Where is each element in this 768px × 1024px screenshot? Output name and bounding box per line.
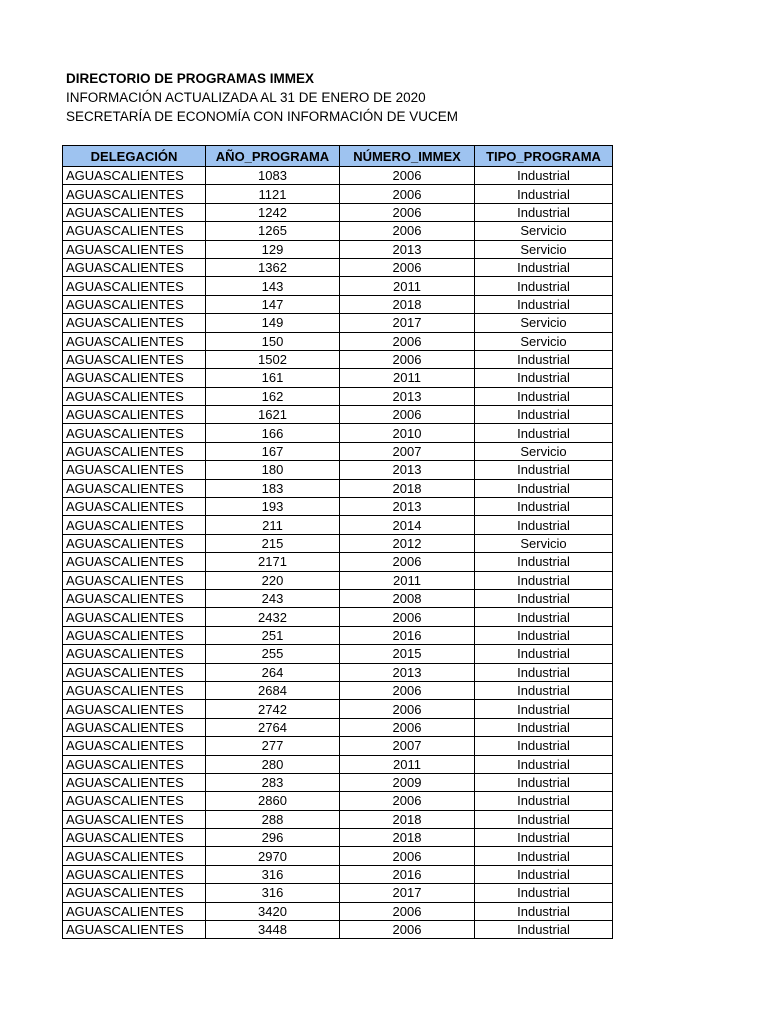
column-header-delegacion: DELEGACIÓN xyxy=(63,146,206,167)
numero-immex-cell: 2006 xyxy=(340,902,475,920)
tipo-programa-cell: Servicio xyxy=(475,314,613,332)
ano-programa-cell: 264 xyxy=(206,663,340,681)
tipo-programa-cell: Industrial xyxy=(475,387,613,405)
delegacion-cell: AGUASCALIENTES xyxy=(63,498,206,516)
table-row xyxy=(63,718,613,736)
table-row xyxy=(63,258,613,276)
tipo-programa-cell: Servicio xyxy=(475,240,613,258)
tipo-programa-cell: Industrial xyxy=(475,810,613,828)
numero-immex-cell: 2011 xyxy=(340,369,475,387)
ano-programa-cell: 283 xyxy=(206,773,340,791)
numero-immex-cell: 2006 xyxy=(340,222,475,240)
numero-immex-cell: 2012 xyxy=(340,534,475,552)
delegacion-cell: AGUASCALIENTES xyxy=(63,626,206,644)
table-row xyxy=(63,498,613,516)
numero-immex-cell: 2009 xyxy=(340,773,475,791)
numero-immex-cell: 2013 xyxy=(340,663,475,681)
delegacion-cell: AGUASCALIENTES xyxy=(63,369,206,387)
delegacion-cell: AGUASCALIENTES xyxy=(63,258,206,276)
table-row xyxy=(63,571,613,589)
delegacion-cell: AGUASCALIENTES xyxy=(63,332,206,350)
column-header-ano-programa: AÑO_PROGRAMA xyxy=(206,146,340,167)
numero-immex-cell: 2014 xyxy=(340,516,475,534)
table-row xyxy=(63,516,613,534)
delegacion-cell: AGUASCALIENTES xyxy=(63,461,206,479)
delegacion-cell: AGUASCALIENTES xyxy=(63,277,206,295)
numero-immex-cell: 2006 xyxy=(340,700,475,718)
table-row xyxy=(63,332,613,350)
tipo-programa-cell: Industrial xyxy=(475,865,613,883)
ano-programa-cell: 2171 xyxy=(206,553,340,571)
delegacion-cell: AGUASCALIENTES xyxy=(63,314,206,332)
ano-programa-cell: 255 xyxy=(206,645,340,663)
delegacion-cell: AGUASCALIENTES xyxy=(63,424,206,442)
numero-immex-cell: 2013 xyxy=(340,461,475,479)
document-title: DIRECTORIO DE PROGRAMAS IMMEX xyxy=(66,71,315,86)
column-header-numero-immex: NÚMERO_IMMEX xyxy=(340,146,475,167)
table-row xyxy=(63,203,613,221)
tipo-programa-cell: Industrial xyxy=(475,773,613,791)
tipo-programa-cell: Industrial xyxy=(475,663,613,681)
tipo-programa-cell: Industrial xyxy=(475,755,613,773)
delegacion-cell: AGUASCALIENTES xyxy=(63,295,206,313)
ano-programa-cell: 2970 xyxy=(206,847,340,865)
delegacion-cell: AGUASCALIENTES xyxy=(63,755,206,773)
tipo-programa-cell: Industrial xyxy=(475,369,613,387)
table-row xyxy=(63,240,613,258)
tipo-programa-cell: Industrial xyxy=(475,681,613,699)
ano-programa-cell: 2432 xyxy=(206,608,340,626)
document-update-date: INFORMACIÓN ACTUALIZADA AL 31 DE ENERO DE 2020 xyxy=(66,90,426,105)
ano-programa-cell: 211 xyxy=(206,516,340,534)
delegacion-cell: AGUASCALIENTES xyxy=(63,185,206,203)
numero-immex-cell: 2015 xyxy=(340,645,475,663)
ano-programa-cell: 193 xyxy=(206,498,340,516)
delegacion-cell: AGUASCALIENTES xyxy=(63,884,206,902)
table-row xyxy=(63,369,613,387)
tipo-programa-cell: Industrial xyxy=(475,350,613,368)
tipo-programa-cell: Industrial xyxy=(475,608,613,626)
delegacion-cell: AGUASCALIENTES xyxy=(63,589,206,607)
numero-immex-cell: 2016 xyxy=(340,865,475,883)
tipo-programa-cell: Servicio xyxy=(475,332,613,350)
tipo-programa-cell: Industrial xyxy=(475,295,613,313)
ano-programa-cell: 3448 xyxy=(206,921,340,939)
ano-programa-cell: 129 xyxy=(206,240,340,258)
delegacion-cell: AGUASCALIENTES xyxy=(63,865,206,883)
tipo-programa-cell: Industrial xyxy=(475,516,613,534)
tipo-programa-cell: Industrial xyxy=(475,589,613,607)
tipo-programa-cell: Industrial xyxy=(475,258,613,276)
ano-programa-cell: 316 xyxy=(206,884,340,902)
table-row xyxy=(63,406,613,424)
table-row xyxy=(63,479,613,497)
tipo-programa-cell: Industrial xyxy=(475,645,613,663)
numero-immex-cell: 2010 xyxy=(340,424,475,442)
table-row xyxy=(63,608,613,626)
numero-immex-cell: 2006 xyxy=(340,921,475,939)
ano-programa-cell: 1502 xyxy=(206,350,340,368)
numero-immex-cell: 2006 xyxy=(340,792,475,810)
numero-immex-cell: 2017 xyxy=(340,884,475,902)
delegacion-cell: AGUASCALIENTES xyxy=(63,406,206,424)
ano-programa-cell: 143 xyxy=(206,277,340,295)
tipo-programa-cell: Industrial xyxy=(475,185,613,203)
delegacion-cell: AGUASCALIENTES xyxy=(63,240,206,258)
table-row xyxy=(63,700,613,718)
ano-programa-cell: 161 xyxy=(206,369,340,387)
numero-immex-cell: 2018 xyxy=(340,829,475,847)
numero-immex-cell: 2007 xyxy=(340,737,475,755)
tipo-programa-cell: Industrial xyxy=(475,700,613,718)
tipo-programa-cell: Industrial xyxy=(475,847,613,865)
tipo-programa-cell: Industrial xyxy=(475,792,613,810)
ano-programa-cell: 243 xyxy=(206,589,340,607)
delegacion-cell: AGUASCALIENTES xyxy=(63,663,206,681)
tipo-programa-cell: Industrial xyxy=(475,406,613,424)
ano-programa-cell: 220 xyxy=(206,571,340,589)
ano-programa-cell: 183 xyxy=(206,479,340,497)
tipo-programa-cell: Industrial xyxy=(475,921,613,939)
ano-programa-cell: 150 xyxy=(206,332,340,350)
ano-programa-cell: 1362 xyxy=(206,258,340,276)
numero-immex-cell: 2011 xyxy=(340,571,475,589)
ano-programa-cell: 1242 xyxy=(206,203,340,221)
delegacion-cell: AGUASCALIENTES xyxy=(63,608,206,626)
ano-programa-cell: 3420 xyxy=(206,902,340,920)
numero-immex-cell: 2006 xyxy=(340,847,475,865)
delegacion-cell: AGUASCALIENTES xyxy=(63,737,206,755)
delegacion-cell: AGUASCALIENTES xyxy=(63,553,206,571)
ano-programa-cell: 2684 xyxy=(206,681,340,699)
table-row xyxy=(63,277,613,295)
tipo-programa-cell: Industrial xyxy=(475,718,613,736)
delegacion-cell: AGUASCALIENTES xyxy=(63,479,206,497)
numero-immex-cell: 2007 xyxy=(340,442,475,460)
tipo-programa-cell: Industrial xyxy=(475,553,613,571)
ano-programa-cell: 2764 xyxy=(206,718,340,736)
table-row xyxy=(63,314,613,332)
numero-immex-cell: 2016 xyxy=(340,626,475,644)
delegacion-cell: AGUASCALIENTES xyxy=(63,534,206,552)
tipo-programa-cell: Servicio xyxy=(475,534,613,552)
ano-programa-cell: 149 xyxy=(206,314,340,332)
numero-immex-cell: 2006 xyxy=(340,350,475,368)
ano-programa-cell: 147 xyxy=(206,295,340,313)
table-row xyxy=(63,295,613,313)
numero-immex-cell: 2006 xyxy=(340,681,475,699)
ano-programa-cell: 316 xyxy=(206,865,340,883)
delegacion-cell: AGUASCALIENTES xyxy=(63,645,206,663)
table-row xyxy=(63,589,613,607)
numero-immex-cell: 2006 xyxy=(340,167,475,185)
delegacion-cell: AGUASCALIENTES xyxy=(63,203,206,221)
numero-immex-cell: 2011 xyxy=(340,755,475,773)
table-row xyxy=(63,865,613,883)
tipo-programa-cell: Servicio xyxy=(475,222,613,240)
numero-immex-cell: 2006 xyxy=(340,718,475,736)
delegacion-cell: AGUASCALIENTES xyxy=(63,516,206,534)
numero-immex-cell: 2006 xyxy=(340,258,475,276)
table-row xyxy=(63,681,613,699)
immex-programs-table xyxy=(62,145,613,939)
table-row xyxy=(63,773,613,791)
delegacion-cell: AGUASCALIENTES xyxy=(63,167,206,185)
delegacion-cell: AGUASCALIENTES xyxy=(63,442,206,460)
delegacion-cell: AGUASCALIENTES xyxy=(63,921,206,939)
numero-immex-cell: 2006 xyxy=(340,553,475,571)
ano-programa-cell: 280 xyxy=(206,755,340,773)
table-row xyxy=(63,387,613,405)
numero-immex-cell: 2013 xyxy=(340,498,475,516)
numero-immex-cell: 2018 xyxy=(340,295,475,313)
tipo-programa-cell: Industrial xyxy=(475,902,613,920)
tipo-programa-cell: Industrial xyxy=(475,626,613,644)
ano-programa-cell: 2742 xyxy=(206,700,340,718)
table-row xyxy=(63,902,613,920)
numero-immex-cell: 2018 xyxy=(340,810,475,828)
numero-immex-cell: 2011 xyxy=(340,277,475,295)
delegacion-cell: AGUASCALIENTES xyxy=(63,810,206,828)
delegacion-cell: AGUASCALIENTES xyxy=(63,718,206,736)
tipo-programa-cell: Industrial xyxy=(475,737,613,755)
ano-programa-cell: 167 xyxy=(206,442,340,460)
ano-programa-cell: 1083 xyxy=(206,167,340,185)
table-row xyxy=(63,461,613,479)
table-row xyxy=(63,222,613,240)
ano-programa-cell: 166 xyxy=(206,424,340,442)
tipo-programa-cell: Industrial xyxy=(475,424,613,442)
ano-programa-cell: 2860 xyxy=(206,792,340,810)
numero-immex-cell: 2006 xyxy=(340,406,475,424)
numero-immex-cell: 2006 xyxy=(340,608,475,626)
tipo-programa-cell: Industrial xyxy=(475,571,613,589)
ano-programa-cell: 1265 xyxy=(206,222,340,240)
tipo-programa-cell: Industrial xyxy=(475,479,613,497)
document-source: SECRETARÍA DE ECONOMÍA CON INFORMACIÓN DE VUCEM xyxy=(66,109,459,124)
delegacion-cell: AGUASCALIENTES xyxy=(63,387,206,405)
delegacion-cell: AGUASCALIENTES xyxy=(63,571,206,589)
numero-immex-cell: 2017 xyxy=(340,314,475,332)
table-row xyxy=(63,921,613,939)
tipo-programa-cell: Industrial xyxy=(475,203,613,221)
table-row xyxy=(63,553,613,571)
table-row xyxy=(63,810,613,828)
table-row xyxy=(63,350,613,368)
column-header-tipo-programa: TIPO_PROGRAMA xyxy=(475,146,613,167)
delegacion-cell: AGUASCALIENTES xyxy=(63,222,206,240)
ano-programa-cell: 162 xyxy=(206,387,340,405)
table-row xyxy=(63,645,613,663)
delegacion-cell: AGUASCALIENTES xyxy=(63,847,206,865)
table-row xyxy=(63,442,613,460)
ano-programa-cell: 296 xyxy=(206,829,340,847)
ano-programa-cell: 288 xyxy=(206,810,340,828)
numero-immex-cell: 2008 xyxy=(340,589,475,607)
table-row xyxy=(63,884,613,902)
table-row xyxy=(63,167,613,185)
tipo-programa-cell: Industrial xyxy=(475,829,613,847)
ano-programa-cell: 1121 xyxy=(206,185,340,203)
table-row xyxy=(63,792,613,810)
ano-programa-cell: 1621 xyxy=(206,406,340,424)
tipo-programa-cell: Industrial xyxy=(475,884,613,902)
numero-immex-cell: 2013 xyxy=(340,240,475,258)
table-row xyxy=(63,424,613,442)
numero-immex-cell: 2006 xyxy=(340,185,475,203)
numero-immex-cell: 2006 xyxy=(340,203,475,221)
ano-programa-cell: 215 xyxy=(206,534,340,552)
tipo-programa-cell: Servicio xyxy=(475,442,613,460)
delegacion-cell: AGUASCALIENTES xyxy=(63,792,206,810)
ano-programa-cell: 180 xyxy=(206,461,340,479)
delegacion-cell: AGUASCALIENTES xyxy=(63,902,206,920)
table-row xyxy=(63,737,613,755)
numero-immex-cell: 2018 xyxy=(340,479,475,497)
table-row xyxy=(63,847,613,865)
table-row xyxy=(63,626,613,644)
table-row xyxy=(63,663,613,681)
tipo-programa-cell: Industrial xyxy=(475,277,613,295)
ano-programa-cell: 277 xyxy=(206,737,340,755)
table-body xyxy=(63,167,613,939)
table-row xyxy=(63,829,613,847)
numero-immex-cell: 2013 xyxy=(340,387,475,405)
table-header-row xyxy=(63,146,613,167)
table-row xyxy=(63,185,613,203)
delegacion-cell: AGUASCALIENTES xyxy=(63,700,206,718)
tipo-programa-cell: Industrial xyxy=(475,498,613,516)
delegacion-cell: AGUASCALIENTES xyxy=(63,773,206,791)
tipo-programa-cell: Industrial xyxy=(475,461,613,479)
numero-immex-cell: 2006 xyxy=(340,332,475,350)
delegacion-cell: AGUASCALIENTES xyxy=(63,829,206,847)
document-header xyxy=(66,69,706,126)
tipo-programa-cell: Industrial xyxy=(475,167,613,185)
delegacion-cell: AGUASCALIENTES xyxy=(63,350,206,368)
ano-programa-cell: 251 xyxy=(206,626,340,644)
delegacion-cell: AGUASCALIENTES xyxy=(63,681,206,699)
table-row xyxy=(63,534,613,552)
table-row xyxy=(63,755,613,773)
